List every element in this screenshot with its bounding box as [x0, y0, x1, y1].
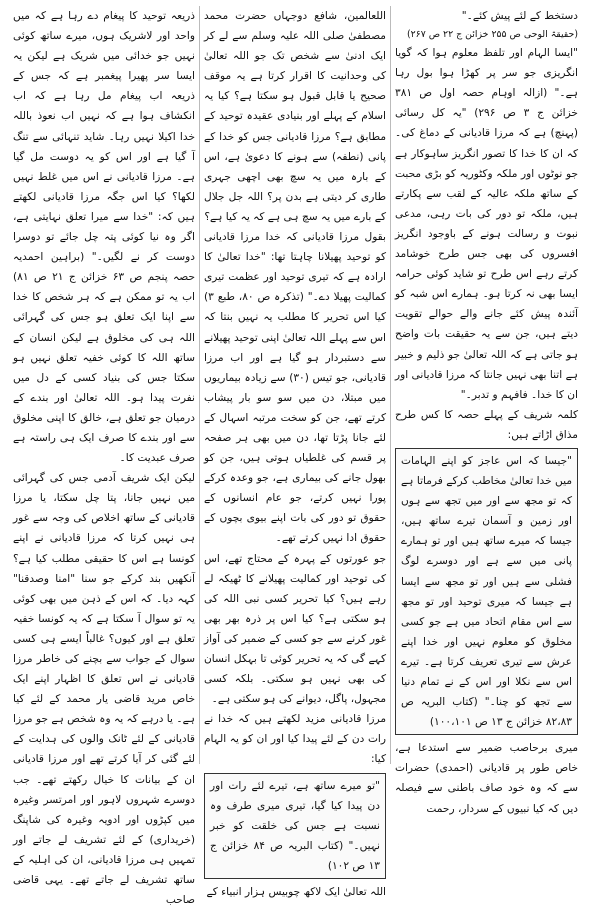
paragraph: "ایسا الہام اور تلفظ معلوم ہوا کہ گویا انگریزی جو سر پر کھڑا ہوا بول رہا ہے۔" (ازالہ اوہام حصہ اول ص ۳۸۱ خزائن ج ۳ ص ۲۹۶) "یہ کل رسائی (پہنچ) ہے کہ مرزا قادیانی کے دماغ کی۔ کہ ان کا خدا کا تصور انگریز ساہوکار ہے جو نوٹوں اور ملکہ وکٹوریہ کو بڑی محبت کے ساتھ ملکہ عالیہ کے لقب سے پکارتے ہیں، ملکہ تو دور کی بات رہی، مدعی نبوت و رسالت ہونے کے باوجود انگریز افسروں کی بھی جس طرح خوشامد کرتے رہے اس طرح تو شاید کوئی حرامہ ایسا بھی نہ کرتا ہو۔ ہمارے اس شبہ کو آئندہ پیش کئے جانے والے حوالے تقویت دیتے ہیں، جن سے یہ حقیقت بات واضح ہو جاتی ہے کہ اللہ تعالیٰ جو ذلیم و خبیر ہے اتنا بھی نہیں جانتا کہ مرزا قادیانی اور ان کا خدا۔ فافہم و تدبر۔": [395, 47, 578, 401]
quotation-box: "جیسا کہ اس عاجز کو اپنے الہامات میں خدا تعالیٰ مخاطب کرکے فرماتا ہے کہ تو مجھ سے اور میں تجھ سے ہوں اور زمین و آسمان تیرے ساتھ ہیں، جیسا کہ میرے ساتھ ہیں اور تو ہمارے پانی میں سے ہے اور دوسرے لوگ فشلی سے ہیں اور تو مجھ سے ایسا ہے جیسا کہ میری توحید اور تو مجھ سے اس مقام اتحاد میں ہے جو کسی مخلوق کو معلوم نہیں اور خدا اپنے عرش سے تیری تعریف کرتا ہے۔ تیرے اس سے نکلا اور اس کے نے تمام دنیا سے تجھ کو چنا۔" (کتاب البریہ ص ۸۲،۸۳ خزائن ج ۱۳ ص ۱۰۰،۱۰۱): [395, 448, 578, 735]
paragraph: کلمہ شریف کے پہلے حصہ کا کس طرح مذاق اڑاتے ہیں:: [395, 408, 578, 441]
paragraph: اللعالمین، شافع دوجہاں حضرت محمد مصطفیٰ صلی اللہ علیہ وسلم سے لے کر ایک ادنیٰ سے شخص تک جو اللہ تعالیٰ کی وحدانیت کا اقرار کرتا ہے یہ موقف صحیح یا قابل قبول ہو سکتا ہے؟ کیا یہ اسلام کے پہلے اور بنیادی عقیدہ توحید کے مطابق ہے؟ مرزا قادیانی جس کو خدا کے پانی (نطفہ) سے ہونے کا دعویٰ ہے، اس کے بارہ میں یہ سچ بھی اچھی جہری طاری کر دیتی ہے بدن پر؟ اللہ جل جلال کے بارے میں یہ سچ ہی ہے کہ یہ کیا ہے؟: [204, 10, 386, 223]
paragraph: بقول مرزا قادیانی کہ خدا مرزا قادیانی کو توحید پھیلانا چاہتا تھا: "خدا تعالیٰ کا ارادہ ہے کہ تیری توحید اور عظمت تیری کمالیت پھیلا دے۔" (تذکرہ ص ۸۰، طبع ۳) کیا اس تحریر کا مطلب یہ نہیں بنتا کہ اس سے پہلے اللہ تعالیٰ اپنی توحید پھیلانے سے دستبردار ہو گیا ہے اور اب مرزا قادیانی، جو تیس (۳۰) سے زیادہ بیماریوں میں مبتلا، دن میں سو سو بار پیشاب کرتے تھے، جن کو سخت مرتبہ اسہال کے لئے جانا پڑتا تھا، دن میں بھی ہر صفحہ پر قسم کی غلطیاں ہوتی ہیں، جن کو بھول جانے کی بیماری ہے، جو وعدہ کرکے پورا نہیں کرتے، جو عام انسانوں کے حقوق تو دور کی بات اپنے بیوی بچوں کے حقوق ادا نہیں کرتے تھے۔: [204, 231, 386, 545]
paragraph: لیکن ایک شریف آدمی جس کی گہرائی میں نہیں جانا، پتا چل سکتا، یا مرزا قادیانی کے ساتھ اخلاص کی وجہ سے غور ہی نہیں کرتا کہ مرزا قادیانی نے اپنے کونسا ہے اس کا حقیقی مطلب کیا ہے؟ آنکھیں بند کرکے جو سنا "امنا وصدقنا" کہہ دیا۔ کہ اس کے ذہن میں بھی کوئی یہ تو سوال آ سکتا ہے کہ یہ کونسا خفیہ تعلق ہے اور کیوں؟ غالباً ایسے ہی کسی سوال کے جواب سے بچنے کی خاطر مرزا قادیانی نے اس تعلق کا اظہار اپنے ایک خاص مرید قاضی یار محمد کے لئے کیا ہے۔ یا درہے کہ یہ وہ شخص ہے جو مرزا قادیانی کے لئے ٹانک والوں کی ہدایت کے لئے گئی کر آیا کرتے تھے اور مرزا قادیانی ان کے بیانات کا خیال رکھتے تھے۔ جب دوسرے شہروں لاہور اور امرتسر وغیرہ میں کپڑوں اور ادویہ وغیرہ کی شاپنگ (خریداری) کے لئے تشریف لے جاتے اور تمہیں ہی مرزا قادیانی، ان کی اہلیہ کے ساتھ تشریف لے جاتے تھے۔ یہی قاضی صاحب: [13, 472, 195, 907]
paragraph: میری برحاصب ضمیر سے استدعا ہے، خاص طور پر قادیانی (احمدی) حضرات سے کہ وہ خود صاف باطنی سے فیصلہ دیں کہ کیا نبیوں کے سردار، رحمت: [395, 742, 578, 815]
paragraph: مرزا قادیانی مزید لکھتے ہیں کہ خدا نے رات دن کے لئے پیدا کیا اور ان کو یہ الہام کیا:: [204, 713, 386, 766]
paragraph: اللہ تعالیٰ ایک لاکھ چوبیس ہزار انبیاء کے: [206, 886, 386, 899]
text-column-middle: [200, 6, 391, 899]
paragraph: جو عورتوں کے پہرہ کے محتاج تھے، اس کی توحید اور کمالیت پھیلانے کا ٹھیکہ لے رہے ہیں؟ کیا تحریر کسی نبی اللہ کی ہو سکتی ہے؟ کیا اس پر ذرہ بھر بھی غور کرنے سے جو کسی کے ضمیر کی آواز کہے گی کہ یہ تحریر کوئی تا بہکل انسان کی بھی نہیں ہو سکتی۔ بلکہ کسی مجہول، پاگل، دیوانے کی ہو سکتی ہے۔: [204, 552, 386, 706]
quotation-box: "تو میرے ساتھ ہے، تیرے لئے رات اور دن پیدا کیا گیا، تیری میری طرف وہ نسبت ہے جس کی خلقت کو خبر نہیں۔" (کتاب البریہ ص ۸۴ خزائن ج ۱۳ ص ۱۰۲): [204, 773, 386, 879]
citation: (حقیقۃ الوحی ص ۲۵۵ خزائن ج ۲۲ ص ۲۶۷): [406, 29, 578, 41]
paragraph: دستخط کے لئے پیش کئے۔": [461, 10, 578, 22]
paragraph: ذریعہ توحید کا پیغام دے رہا ہے کہ میں واحد اور لاشریک ہوں، میرے ساتھ کوئی نہیں جو خدائی میں شریک ہے لیکن یہ ایسا سر پھیرا پیغمبر ہے کہ جس کے ذریعہ اب پیغام مل رہا ہے کہ اب انکشاف ہوا ہے کہ نہیں اب نعوذ باللہ خدا اکیلا نہیں رہا۔ شاید تنہائی سے تنگ آ گیا ہے اور اس کو یہ دوست مل گیا ہے۔ مرزا قادیانی نے اس میں غلط نہیں لکھا؟ کیا اس جگہ مرزا قادیانی لکھتے ہیں کہ: "خدا سے میرا تعلق نہایتی ہے، اگر وہ نیا کوئی پتہ چل جائے تو دوسرا دوست کر نے لگیں۔" (براہین احمدیہ حصہ پنجم ص ۶۳ خزائن ج ۲۱ ص ۸۱) اب یہ تو ممکن ہے کہ ہر شخص کا خدا سے اپنا ایک تعلق ہو جس کی گہرائی اللہ ہی کی مخلوق ہے لیکن انسان کے ساتھ اللہ کا کوئی خفیہ تعلق نہیں ہو سکتا جس کی بنیاد کسی کے دل میں نفرت پیدا ہو۔ اللہ تعالیٰ اور بندے کے درمیان جو تعلق ہے، خالق کا اپنی مخلوق سے اور بندے کا صرف ایک ہی راستہ ہے صرف عبدیت کا۔: [13, 10, 195, 465]
text-column-left: [9, 6, 200, 907]
text-column-right: [391, 6, 582, 815]
